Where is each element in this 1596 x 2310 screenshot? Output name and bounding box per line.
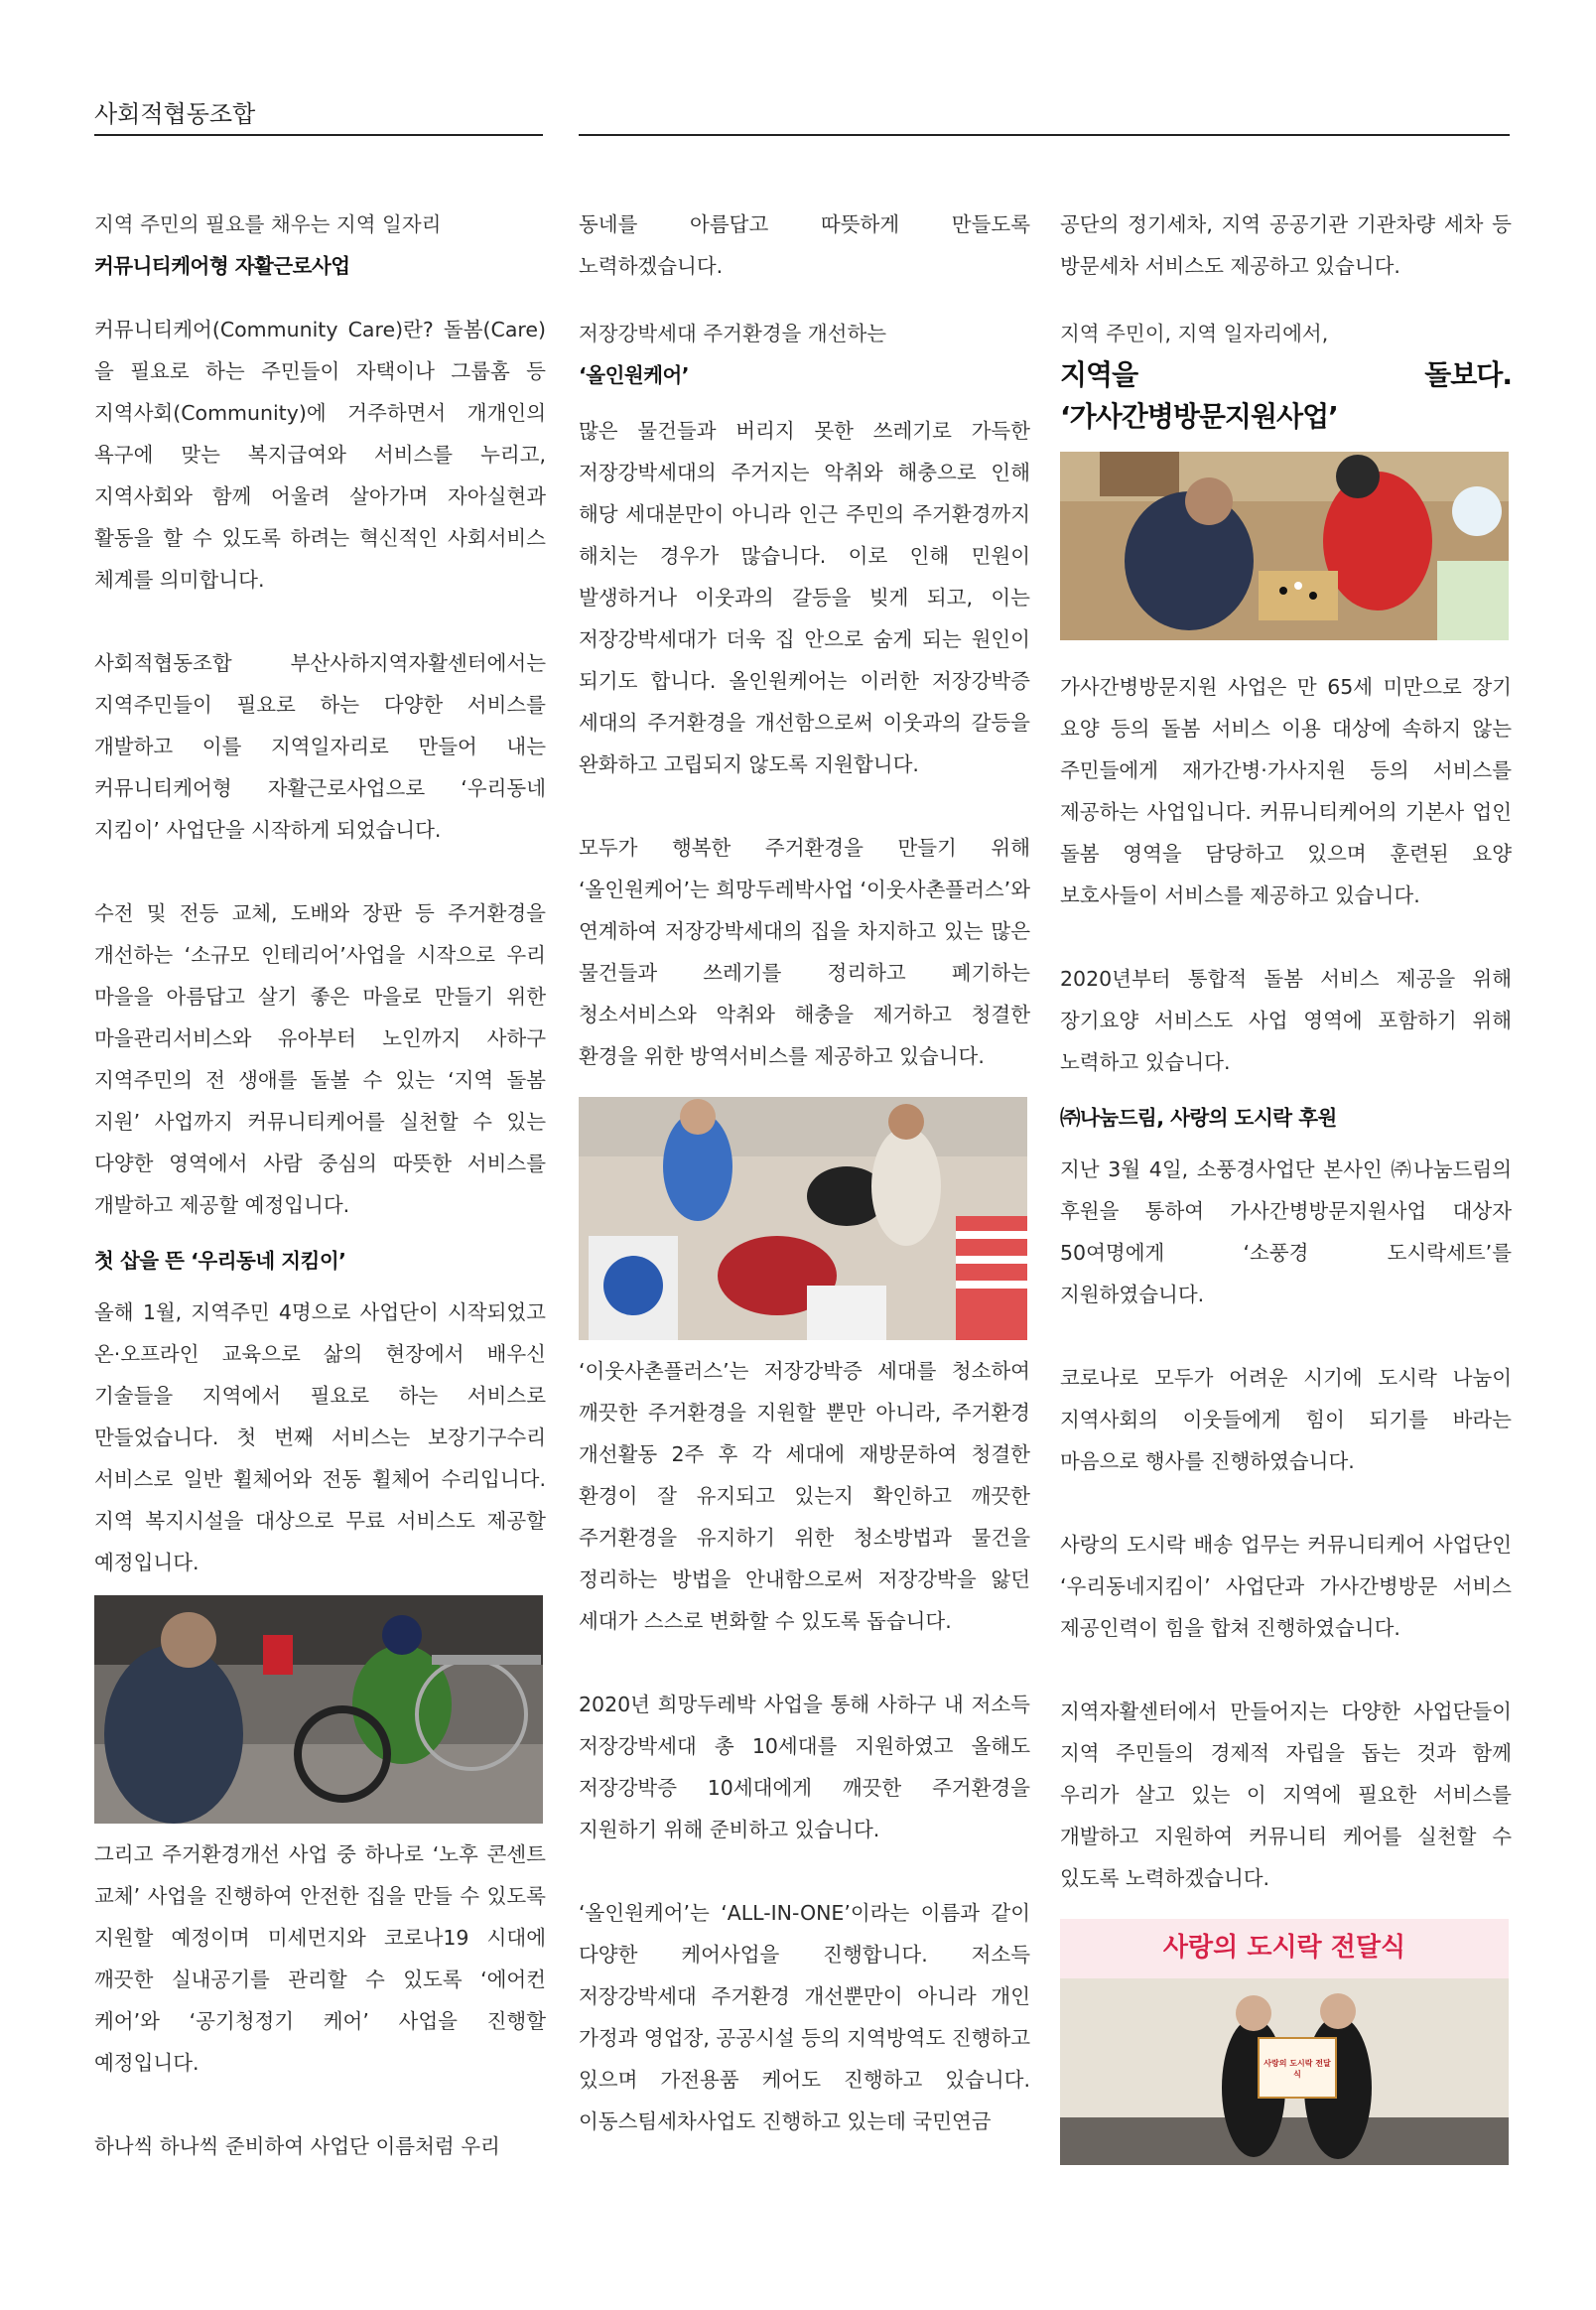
paragraph: 하나씩 하나씩 준비하여 사업단 이름처럼 우리 xyxy=(94,2134,500,2158)
paragraph: 지난 3월 4일, 소풍경사업단 본사인 ㈜나눔드림의 후원을 통하여 가사간병방문지원사업 대상자 50여명에게 ‘소풍경 도시락세트’를 지원하였습니다. xyxy=(1060,1157,1512,1306)
paragraph: 올해 1월, 지역주민 4명으로 사업단이 시작되었고 온·오프라인 교육으로 삶의 현장에서 배우신 기술들을 지역에서 필요로 하는 서비스로 만들었습니다. 첫 번째 서비스는 보장기구수리 서비스로 일반 휠체어와 전동 휠체어 수리입니다. 지역 복지시설을 대상으로 무료 서비스도 제공할 예정입니다. xyxy=(94,1300,546,1574)
paragraph: 코로나로 모두가 어려운 시기에 도시락 나눔이 지역사회의 이웃들에게 힘이 되기를 바라는 마음으로 행사를 진행하였습니다. xyxy=(1060,1366,1512,1473)
paragraph: 가사간병방문지원 사업은 만 65세 미만으로 장기 요양 등의 돌봄 서비스 이용 대상에 속하지 않는 주민들에게 재가간병·가사지원 등의 서비스를 제공하는 사업입니다. 커뮤니티케어의 기본사 업인 돌봄 영역을 담당하고 있으며 훈련된 요양 보호사들이 서비스를 제공하고 있습니다. xyxy=(1060,675,1512,907)
paragraph: 커뮤니티케어(Community Care)란? 돌봄(Care)을 필요로 하는 주민들이 자택이나 그룹홈 등 지역사회(Community)에 거주하면서 개개인의 욕구에 맞는 복지급여와 서비스를 누리고, 지역사회와 함께 어울려 살아가며 자아실현과 활동을 할 수 있도록 하려는 혁신적인 사회서비스 체계를 의미합니다. xyxy=(94,318,546,592)
photo-cleaning-service xyxy=(579,1097,1027,1340)
title-all-in-one: ‘올인원케어’ xyxy=(579,363,690,387)
header-rule-left xyxy=(94,134,543,136)
paragraph: 동네를 아름답고 따뜻하게 만들도록 노력하겠습니다. xyxy=(579,212,1030,278)
kicker-all-in-one: 저장강박세대 주거환경을 개선하는 xyxy=(579,322,887,345)
title-community-care: 커뮤니티케어형 자활근로사업 xyxy=(94,254,350,278)
paragraph: 수전 및 전등 교체, 도배와 장판 등 주거환경을 개선하는 ‘소규모 인테리어’사업을 시작으로 우리 마을을 아름답고 살기 좋은 마을로 만들기 위한 마을관리서비스와 유아부터 노인까지 사하구 지역주민의 전 생애를 돌볼 수 있는 ‘지역 돌봄 지원’ 사업까지 커뮤니티케어를 실천할 수 있는 다양한 영역에서 사람 중심의 따뜻한 서비스를 개발하고 제공할 예정입니다. xyxy=(94,901,546,1217)
kicker-home-care: 지역 주민이, 지역 일자리에서, xyxy=(1060,322,1329,345)
header-rule-right xyxy=(579,134,1510,136)
photo-baduk-game xyxy=(1060,452,1509,640)
paragraph: ‘올인원케어’는 ‘ALL-IN-ONE’이라는 이름과 같이 다양한 케어사업을 진행합니다. 저소득 저장강박세대 주거환경 개선뿐만이 아니라 개인 가정과 영업장, 공공시설 등의 지역방역도 진행하고 있으며 가전용품 케어도 진행하고 있습니다. 이동스팀세차사업도 진행하고 있는데 국민연금 xyxy=(579,1901,1030,2133)
paragraph: 사회적협동조합 부산사하지역자활센터에서는 지역주민들이 필요로 하는 다양한 서비스를 개발하고 이를 지역일자리로 만들어 내는 커뮤니티케어형 자활근로사업으로 ‘우리동네 지킴이’ 사업단을 시작하게 되었습니다. xyxy=(94,651,546,842)
ceremony-banner-text: 사랑의 도시락 전달식 xyxy=(1162,1933,1406,1963)
column-2 xyxy=(579,204,1030,2142)
paragraph: 그리고 주거환경개선 사업 중 하나로 ‘노후 콘센트 교체’ 사업을 진행하여 안전한 집을 만들 수 있도록 지원할 예정이며 미세먼지와 코로나19 시대에 깨끗한 실내공기를 관리할 수 있도록 ‘에어컨 케어’와 ‘공기청정기 케어’ 사업을 진행할 예정입니다. xyxy=(94,1842,546,2075)
photo-lunchbox-ceremony xyxy=(1060,1919,1509,2165)
title-home-care: 지역을 돌보다. ‘가사간병방문지원사업’ xyxy=(1060,358,1512,433)
title-first-shovel: 첫 삽을 뜬 ‘우리동네 지킴이’ xyxy=(94,1249,346,1273)
paragraph: 많은 물건들과 버리지 못한 쓰레기로 가득한 저장강박세대의 주거지는 악취와 해충으로 인해 해당 세대분만이 아니라 인근 주민의 주거환경까지 해치는 경우가 많습니다. 이로 인해 민원이 발생하거나 이웃과의 갈등을 빚게 되고, 이는 저장강박세대가 더욱 집 안으로 숨게 되는 원인이 되기도 합니다. 올인원케어는 이러한 저장강박증 세대의 주거환경을 개선함으로써 이웃과의 갈등을 완화하고 고립되지 않도록 지원합니다. xyxy=(579,419,1030,776)
photo-wheelchair-repair xyxy=(94,1595,543,1824)
paragraph: 모두가 행복한 주거환경을 만들기 위해 ‘올인원케어’는 희망두레박사업 ‘이웃사촌플러스’와 연계하여 저장강박세대의 집을 차지하고 있는 많은 물건들과 쓰레기를 정리하고 폐기하는 청소서비스와 악취와 해충을 제거하고 청결한 환경을 위한 방역서비스를 제공하고 있습니다. xyxy=(579,836,1030,1068)
column-3 xyxy=(1060,204,1512,2165)
paragraph: 사랑의 도시락 배송 업무는 커뮤니티케어 사업단인 ‘우리동네지킴이’ 사업단과 가사간병방문 서비스 제공인력이 힘을 합쳐 진행하였습니다. xyxy=(1060,1533,1512,1640)
paragraph: 2020년 희망두레박 사업을 통해 사하구 내 저소득 저장강박세대 총 10세대를 지원하였고 올해도 저장강박증 10세대에게 깨끗한 주거환경을 지원하기 위해 준비하고 있습니다. xyxy=(579,1693,1030,1841)
title-lunchbox-sponsorship: ㈜나눔드림, 사랑의 도시락 후원 xyxy=(1060,1106,1337,1130)
column-1 xyxy=(94,204,546,2167)
paragraph: ‘이웃사촌플러스’는 저장강박증 세대를 청소하여 깨끗한 주거환경을 지원할 뿐만 아니라, 주거환경 개선활동 2주 후 각 세대에 재방문하여 청결한 환경이 잘 유지되고 있는지 확인하고 깨끗한 주거환경을 유지하기 위한 청소방법과 물건을 정리하는 방법을 안내함으로써 저장강박을 앓던 세대가 스스로 변화할 수 있도록 돕습니다. xyxy=(579,1359,1030,1633)
section-label: 사회적협동조합 xyxy=(94,100,256,128)
paragraph: 지역자활센터에서 만들어지는 다양한 사업단들이 지역 주민들의 경제적 자립을 돕는 것과 함께 우리가 살고 있는 이 지역에 필요한 서비스를 개발하고 지원하여 커뮤니티 케어를 실천할 수 있도록 노력하겠습니다. xyxy=(1060,1699,1512,1890)
ceremony-board-text: 사랑의 도시락 전달식 xyxy=(1264,2059,1331,2079)
paragraph: 공단의 정기세차, 지역 공공기관 기관차량 세차 등 방문세차 서비스도 제공하고 있습니다. xyxy=(1060,212,1512,278)
paragraph: 2020년부터 통합적 돌봄 서비스 제공을 위해 장기요양 서비스도 사업 영역에 포함하기 위해 노력하고 있습니다. xyxy=(1060,967,1512,1074)
kicker-community-care: 지역 주민의 필요를 채우는 지역 일자리 xyxy=(94,212,442,236)
